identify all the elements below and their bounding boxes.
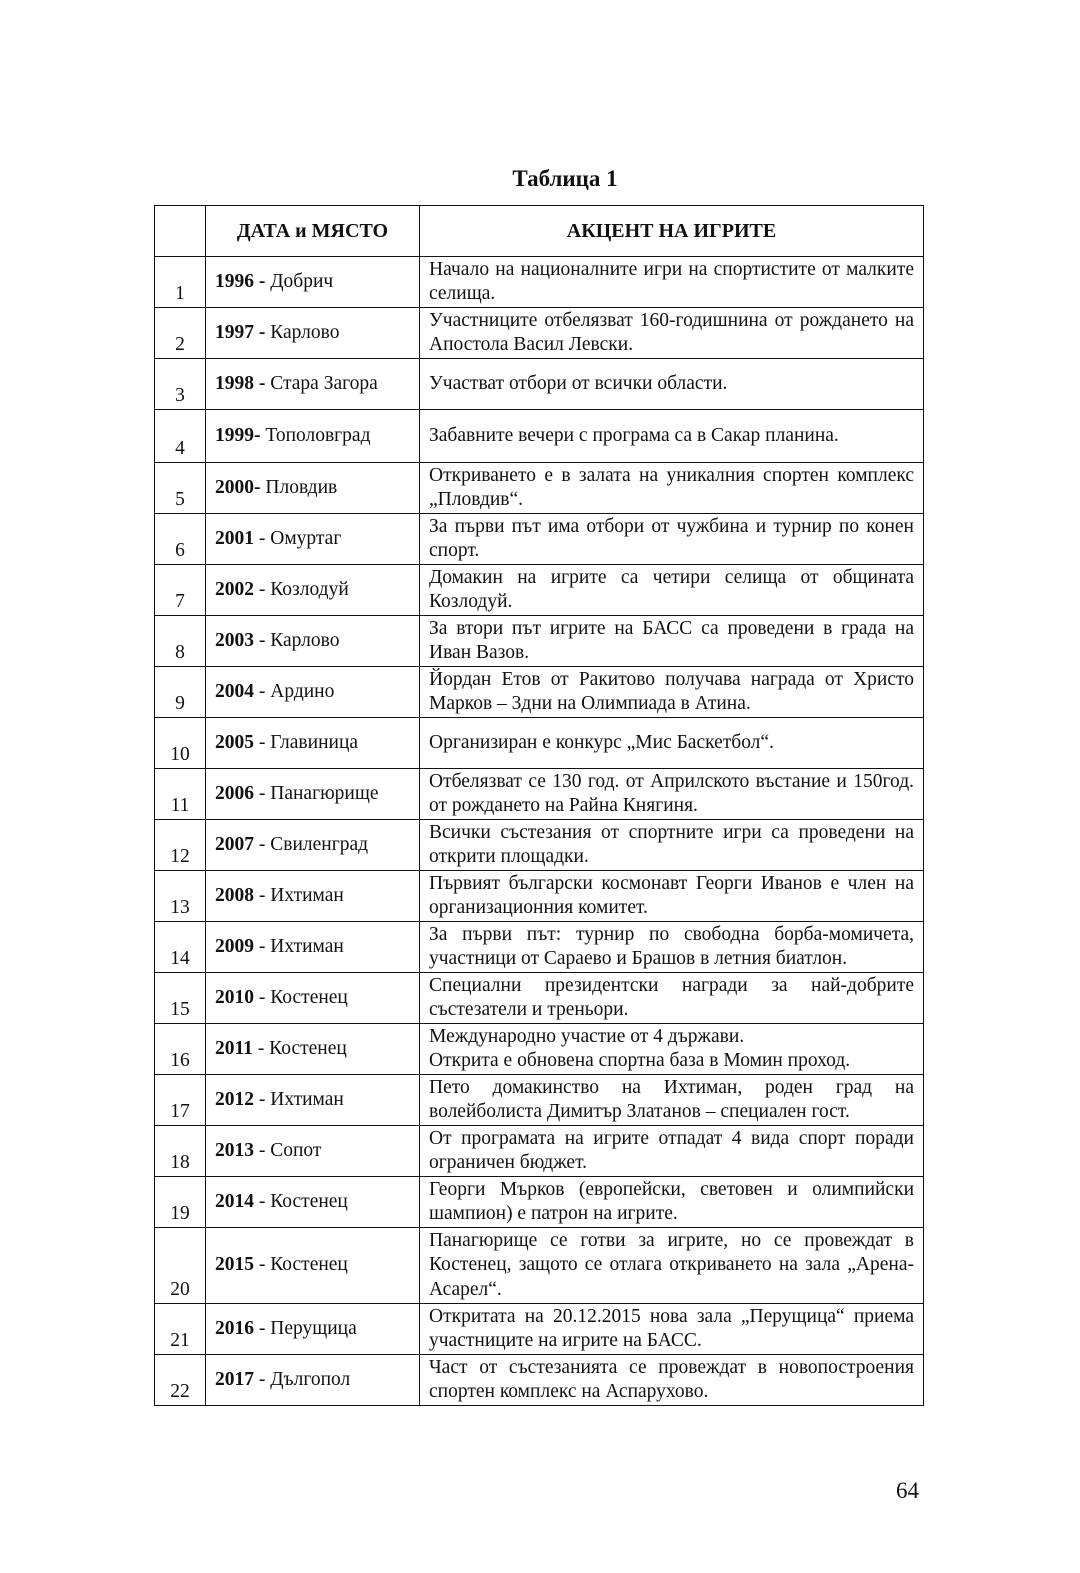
year: 2009	[215, 935, 254, 957]
table-row	[155, 667, 924, 718]
accent-cell: Част от състезанията се провеждат в новопостроения спортен комплекс на Аспарухово.	[420, 1355, 924, 1406]
year: 2006	[215, 782, 254, 804]
accent-cell: От програмата на игрите отпадат 4 вида спорт поради ограничен бюджет.	[420, 1126, 924, 1177]
date-place-cell	[206, 359, 420, 410]
year: 2004	[215, 680, 254, 702]
place: Карлово	[270, 321, 340, 343]
accent-cell: Начало на националните игри на спортистите от малките селища.	[420, 257, 924, 308]
year: 1997 -	[215, 321, 266, 343]
year: 2016	[215, 1317, 254, 1339]
table-row	[155, 922, 924, 973]
accent-cell: За първи път: турнир по свободна борба-момичета, участници от Сараево и Брашов в летния биатлон.	[420, 922, 924, 973]
row-number: 18	[155, 1126, 206, 1177]
table-row	[155, 565, 924, 616]
table-row	[155, 718, 924, 769]
row-number: 14	[155, 922, 206, 973]
table-row	[155, 257, 924, 308]
accent-cell: За първи път има отбори от чужбина и турнир по конен спорт.	[420, 514, 924, 565]
accent-cell: Йордан Етов от Ракитово получава награда от Христо Марков – 3дни на Олимпиада в Атина.	[420, 667, 924, 718]
header-date-place: ДАТА и МЯСТО	[206, 206, 420, 257]
date-place-cell	[206, 1126, 420, 1177]
accent-cell: Участват отбори от всички области.	[420, 359, 924, 410]
table-row	[155, 820, 924, 871]
table-row	[155, 1228, 924, 1304]
row-number: 5	[155, 463, 206, 514]
place: - Костенец	[257, 1037, 347, 1059]
place: Стара Загора	[270, 372, 378, 394]
place: - Свиленград	[258, 833, 369, 855]
accent-cell: За втори път игрите на БАСС са проведени в града на Иван Вазов.	[420, 616, 924, 667]
table-row	[155, 871, 924, 922]
accent-cell: Първият български космонавт Георги Иванов е член на организационния комитет.	[420, 871, 924, 922]
date-place-cell	[206, 820, 420, 871]
table-row	[155, 1126, 924, 1177]
accent-line: Открита е обновена спортна база в Момин проход.	[429, 1050, 851, 1071]
year: 2003	[215, 629, 254, 651]
table-row	[155, 359, 924, 410]
accent-line: Международно участие от 4 държави.	[429, 1025, 745, 1047]
year: 2012	[215, 1088, 254, 1110]
accent-cell: Георги Мърков (европейски, световен и олимпийски шампион) е патрон на игрите.	[420, 1177, 924, 1228]
date-place-cell	[206, 1177, 420, 1228]
row-number: 16	[155, 1024, 206, 1075]
header-number	[155, 206, 206, 257]
accent-cell	[420, 1024, 924, 1075]
row-number: 19	[155, 1177, 206, 1228]
place: - Костенец	[258, 1254, 348, 1276]
year: 1998 -	[215, 372, 266, 394]
date-place-cell	[206, 616, 420, 667]
place: - Сопот	[258, 1139, 322, 1161]
date-place-cell	[206, 463, 420, 514]
row-number: 22	[155, 1355, 206, 1406]
row-number: 11	[155, 769, 206, 820]
accent-cell: Забавните вечери с програма са в Сакар планина.	[420, 410, 924, 463]
row-number: 12	[155, 820, 206, 871]
table-row	[155, 410, 924, 463]
place: - Панагюрище	[258, 782, 379, 804]
accent-cell: Панагюрище се готви за игрите, но се провеждат в Костенец, защото се отлага откриването на зала „Арена-Асарел“.	[420, 1228, 924, 1304]
date-place-cell	[206, 1228, 420, 1304]
date-place-cell	[206, 308, 420, 359]
accent-cell: Отбелязват се 130 год. от Априлското въстание и 150год. от рождането на Райна Княгиня.	[420, 769, 924, 820]
table-header-row	[155, 206, 924, 257]
year: 2007	[215, 833, 254, 855]
table-row	[155, 1024, 924, 1075]
date-place-cell	[206, 257, 420, 308]
date-place-cell	[206, 667, 420, 718]
place: - Дългопол	[258, 1368, 351, 1390]
accent-cell: Домакин на игрите са четири селища от общината Козлодуй.	[420, 565, 924, 616]
year: 2014	[215, 1190, 254, 1212]
place: - Костенец	[258, 986, 348, 1008]
year: 2000-	[215, 476, 261, 498]
accent-cell: Специални президентски награди за най-добрите състезатели и треньори.	[420, 973, 924, 1024]
accent-cell: Организиран е конкурс „Мис Баскетбол“.	[420, 718, 924, 769]
date-place-cell	[206, 514, 420, 565]
date-place-cell	[206, 871, 420, 922]
year: 2001	[215, 527, 254, 549]
date-place-cell	[206, 718, 420, 769]
year: 2017	[215, 1368, 254, 1390]
page-number: 64	[896, 1478, 919, 1503]
accent-cell: Откриването е в залата на уникалния спортен комплекс „Пловдив“.	[420, 463, 924, 514]
place: - Перущица	[258, 1317, 357, 1339]
place: - Ардино	[258, 680, 335, 702]
table-row	[155, 1075, 924, 1126]
table-title: Таблица 1	[512, 166, 618, 191]
table-row	[155, 1177, 924, 1228]
row-number: 2	[155, 308, 206, 359]
row-number: 4	[155, 410, 206, 463]
date-place-cell	[206, 1304, 420, 1355]
row-number: 10	[155, 718, 206, 769]
row-number: 20	[155, 1228, 206, 1304]
row-number: 9	[155, 667, 206, 718]
accent-cell: Откритата на 20.12.2015 нова зала „Перущица“ приема участниците на игрите на БАСС.	[420, 1304, 924, 1355]
year: 2002	[215, 578, 254, 600]
place: - Костенец	[258, 1190, 348, 1212]
table-row	[155, 1304, 924, 1355]
place: - Карлово	[258, 629, 340, 651]
row-number: 1	[155, 257, 206, 308]
date-place-cell	[206, 1024, 420, 1075]
table-row	[155, 616, 924, 667]
games-table	[154, 205, 924, 1406]
year: 2015	[215, 1254, 254, 1276]
date-place-cell	[206, 769, 420, 820]
date-place-cell	[206, 973, 420, 1024]
date-place-cell	[206, 1355, 420, 1406]
place: - Ихтиман	[258, 1088, 344, 1110]
table-row	[155, 514, 924, 565]
row-number: 13	[155, 871, 206, 922]
row-number: 21	[155, 1304, 206, 1355]
year: 2011	[215, 1037, 253, 1059]
year: 1996 -	[215, 270, 266, 292]
table-row	[155, 769, 924, 820]
date-place-cell	[206, 410, 420, 463]
date-place-cell	[206, 565, 420, 616]
year: 2010	[215, 986, 254, 1008]
place: - Козлодуй	[258, 578, 349, 600]
row-number: 17	[155, 1075, 206, 1126]
header-accent: АКЦЕНТ НА ИГРИТЕ	[420, 206, 924, 257]
table-row	[155, 973, 924, 1024]
date-place-cell	[206, 922, 420, 973]
year: 1999-	[215, 424, 261, 446]
place: Тополовград	[265, 424, 371, 446]
accent-cell: Участниците отбелязват 160-годишнина от рождането на Апостола Васил Левски.	[420, 308, 924, 359]
year: 2008	[215, 884, 254, 906]
place: - Ихтиман	[258, 884, 344, 906]
row-number: 7	[155, 565, 206, 616]
date-place-cell	[206, 1075, 420, 1126]
table-row	[155, 1355, 924, 1406]
table-body	[155, 257, 924, 1406]
row-number: 6	[155, 514, 206, 565]
accent-cell: Всички състезания от спортните игри са проведени на открити площадки.	[420, 820, 924, 871]
row-number: 15	[155, 973, 206, 1024]
place: - Главиница	[258, 731, 359, 753]
place: Добрич	[270, 270, 334, 292]
table-row	[155, 308, 924, 359]
accent-cell: Пето домакинство на Ихтиман, роден град на волейболиста Димитър Златанов – специален гост.	[420, 1075, 924, 1126]
place: - Омуртаг	[258, 527, 342, 549]
row-number: 8	[155, 616, 206, 667]
row-number: 3	[155, 359, 206, 410]
year: 2013	[215, 1139, 254, 1161]
place: Пловдив	[265, 476, 338, 498]
year: 2005	[215, 731, 254, 753]
place: - Ихтиман	[258, 935, 344, 957]
table-row	[155, 463, 924, 514]
